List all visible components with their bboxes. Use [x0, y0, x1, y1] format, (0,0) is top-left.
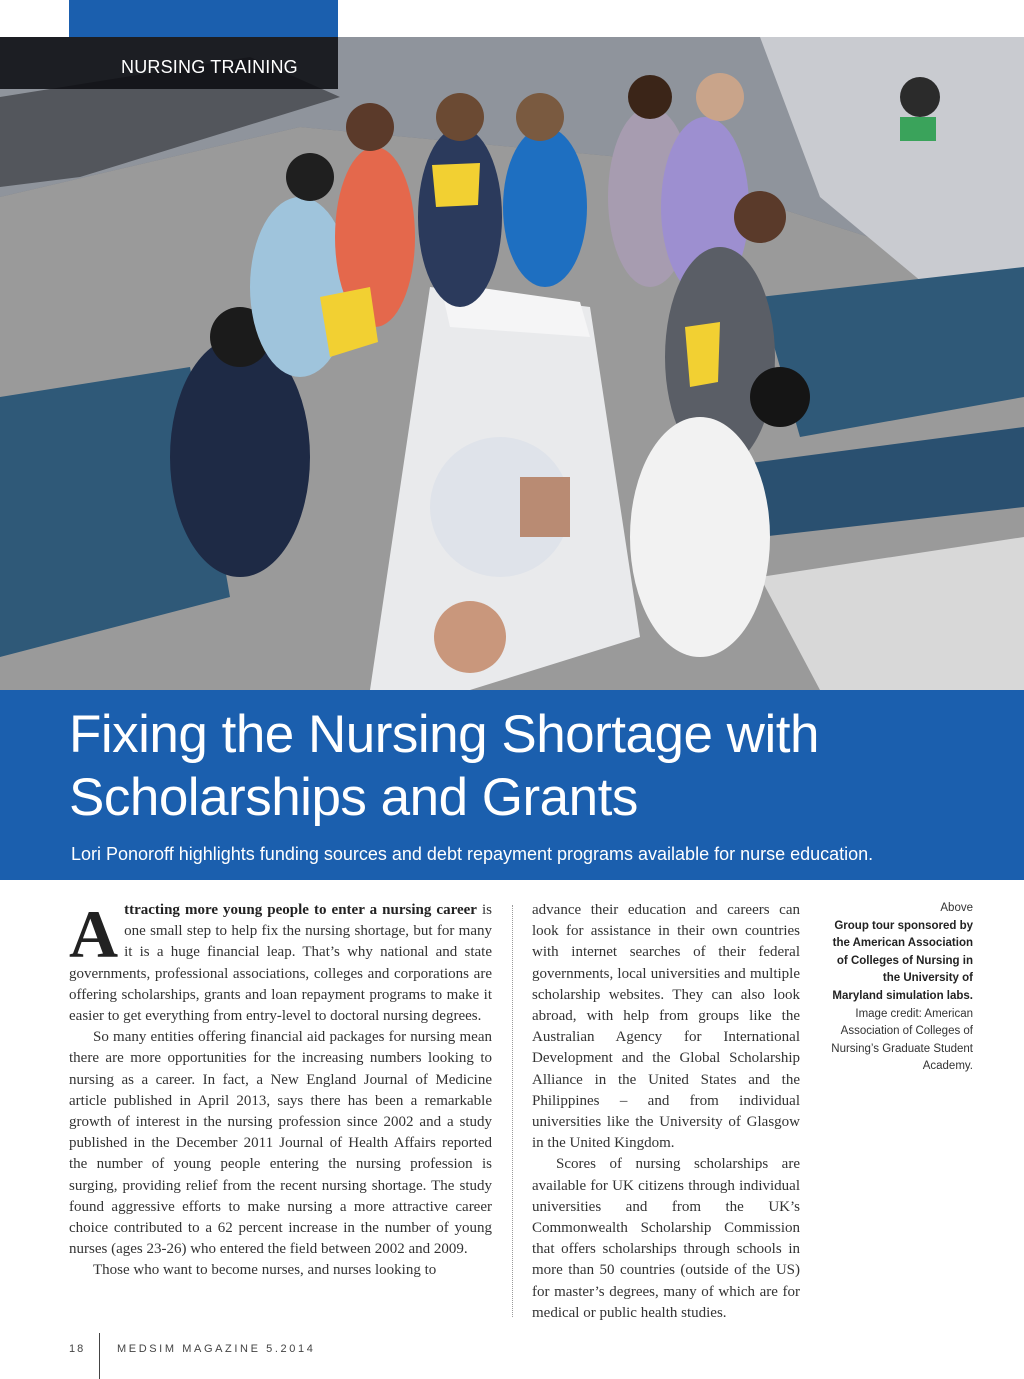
headline: Fixing the Nursing Shortage with Scholarships and Grants — [69, 705, 819, 827]
deck — [71, 842, 873, 866]
drop-cap: A — [69, 896, 119, 972]
paragraph-1 — [69, 896, 492, 1027]
page-number: 18 — [69, 1343, 86, 1355]
column-divider — [512, 905, 513, 1317]
footer-divider — [99, 1333, 100, 1379]
author-name: Lori Ponoroff — [71, 844, 174, 864]
paragraph-5: Scores of nursing scholarships are available for UK citizens through individual universities and from the UK’s Commonwealth Scholarship Commission that offers scholarships through schools in more than 50 countries (outside of the US) for master’s degrees, many of which are for medical or public health studies. — [532, 1156, 800, 1321]
lead-in: ttracting more young people to enter a nursing career — [124, 902, 477, 918]
article-column-1 — [69, 896, 492, 1282]
article-column-2 — [532, 900, 800, 1324]
classroom-photo-illustration — [0, 37, 1024, 690]
caption-description: Group tour sponsored by the American Association of Colleges of Nursing in the University of Maryland simulation labs. — [832, 919, 973, 1002]
classroom-photo — [0, 37, 1024, 690]
caption-credit: Image credit: American Association of Colleges of Nursing’s Graduate Student Academy. — [831, 1007, 973, 1073]
paragraph-1-text: is one small step to help fix the nursing shortage, but for many it is a huge financial leap. That’s why national and state governments, professional associations, colleges and corporations are offering scholarships, grants and loan repayment programs to make it easier to get everything from entry-level to doctoral nursing degrees. — [69, 902, 492, 1025]
deck-text: highlights funding sources and debt repayment programs available for nurse education. — [173, 844, 874, 864]
top-accent-tab — [69, 0, 338, 38]
paragraph-4: advance their education and careers can look for assistance in their own countries with internet searches of their federal governments, local universities and multiple scholarship websites. They can also look abroad, with help from groups like the Australian Agency for International Development and the Global Scholarship Alliance in the United States and the Philippines – and from individual universities like the University of Glasgow in the United Kingdom. — [532, 902, 800, 1152]
caption-label: Above — [940, 902, 973, 914]
paragraph-3: Those who want to become nurses, and nurses looking to — [93, 1262, 437, 1279]
magazine-name: MEDSIM MAGAZINE 5.2014 — [117, 1343, 316, 1355]
photo-caption — [830, 900, 973, 1076]
paragraph-2: So many entities offering financial aid packages for nursing mean there are more opportunities for the increasing numbers looking to nursing as a career. In fact, a New England Journal of Medicine article published in April 2013, says there has been a remarkable growth of interest in the nursing profession since 2002 and a study published in the December 2011 Journal of Health Affairs reported the number of young people entering the nursing profession is surging, providing relief from the recent nursing shortage. The study found aggressive efforts to make nursing a more attractive career choice contributed to a 62 percent increase in the number of young nurses (ages 23-26) who entered the field between 2002 and 2009. — [69, 1029, 492, 1258]
section-label: NURSING TRAINING — [121, 57, 298, 77]
